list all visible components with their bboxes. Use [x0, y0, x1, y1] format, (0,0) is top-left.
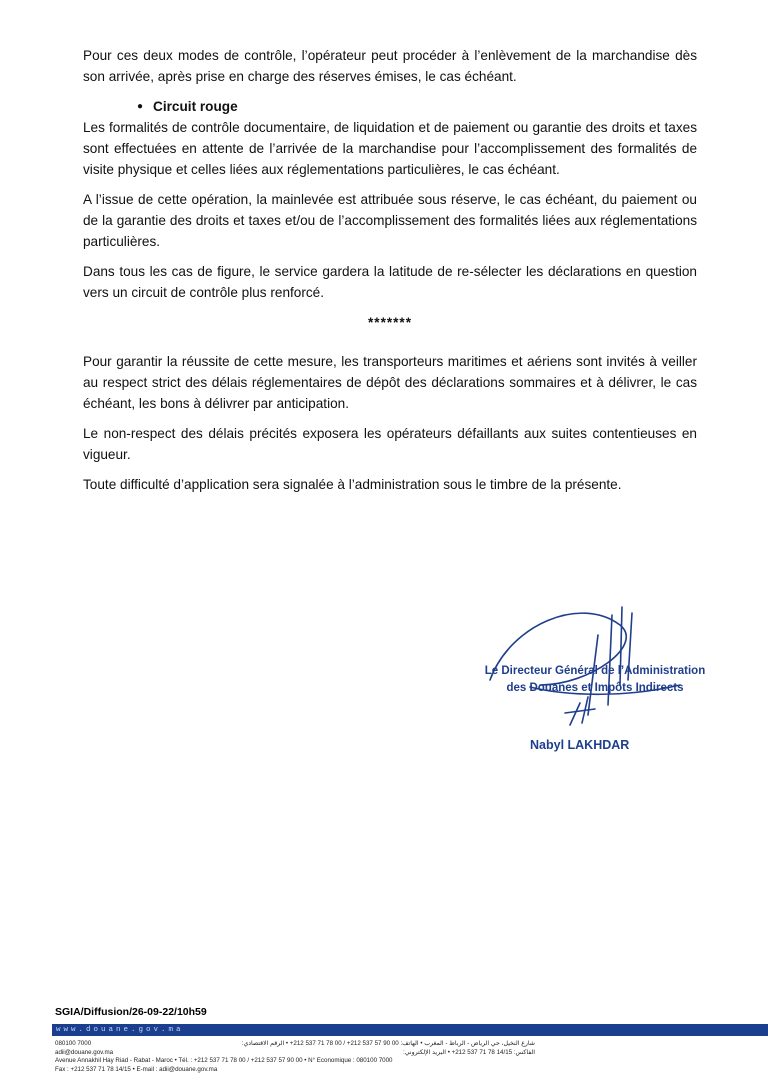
paragraph: Le non-respect des délais précités exposera les opérateurs défaillants aux suites contentieuses en vigueur. — [83, 426, 697, 462]
paragraph: Les formalités de contrôle documentaire, de liquidation et de paiement ou garantie des droits et taxes sont effectuées en attente de l’arrivée de la marchandise pour l’accomplissement des formalités de visite physique et celles liées aux réglementations particulières, le cas échéant. — [83, 120, 697, 177]
footer-line — [55, 1040, 535, 1049]
paragraph: Pour ces deux modes de contrôle, l’opérateur peut procéder à l’enlèvement de la marchandise dès son arrivée, après prise en charge des réserves émises, le cas échéant. — [83, 48, 697, 84]
signatory-name: Nabyl LAKHDAR — [530, 738, 630, 752]
handwritten-signature-icon — [470, 585, 720, 735]
section-separator: ******* — [367, 315, 413, 330]
paragraph: A l’issue de cette opération, la mainlevée est attribuée sous réserve, le cas échéant, du paiement ou de la garantie des droits et taxes et/ou de l’accomplissement des formalités liées aux réglementations particulières. — [83, 192, 697, 249]
footer-line — [55, 1066, 535, 1075]
footer-email[interactable]: adii@douane.gov.ma — [55, 1048, 114, 1056]
bullet-item — [83, 96, 697, 117]
signatory-title-line: Le Directeur Général de l’Administration — [484, 665, 706, 677]
footer-text-arabic: شارع النخيل، حي الرياض - الرباط - المغرب • الهاتف: 00 90 57 537 212+ / 00 78 71 537 212+ • الرقم الاقتصادي: — [241, 1040, 535, 1047]
signatory-title-line: des Douanes et Impôts Indirects — [506, 682, 684, 694]
footer-text-arabic: الفاكس: 14/15 78 71 537 212+ • البريد الإلكتروني: — [403, 1048, 535, 1056]
footer-text: 080100 7000 — [55, 1040, 92, 1047]
paragraph: Dans tous les cas de figure, le service gardera la latitude de re-sélecter les déclarations en question vers un circuit de contrôle plus renforcé. — [83, 264, 697, 300]
footer-line — [55, 1049, 535, 1058]
letter-body — [83, 45, 697, 504]
signature-block — [470, 585, 720, 765]
bullet-heading: Circuit rouge — [153, 99, 238, 114]
diffusion-reference: SGIA/Diffusion/26-09-22/10h59 — [55, 1006, 207, 1018]
paragraph: Toute difficulté d’application sera signalée à l’administration sous le timbre de la présente. — [83, 477, 622, 492]
bullet-icon: ● — [137, 101, 144, 112]
footer-text: Fax : +212 537 71 78 14/15 • E-mail : adii@douane.gov.ma — [55, 1065, 218, 1073]
paragraph: Pour garantir la réussite de cette mesure, les transporteurs maritimes et aériens sont invités à veiller au respect strict des délais réglementaires de dépôt des déclarations sommaires et à délivrer, le cas échéant, les bons à délivrer par anticipation. — [83, 354, 697, 411]
footer-line — [55, 1057, 535, 1066]
website-link[interactable]: www.douane.gov.ma — [56, 1026, 184, 1034]
signatory-title — [480, 663, 710, 697]
footer-text: Avenue Annakhil Hay Riad - Rabat - Maroc • Tél. : +212 537 71 78 00 / +212 537 57 90 00 • N° Economique : 080100 7000 — [55, 1057, 393, 1064]
footer-contact — [55, 1040, 535, 1074]
